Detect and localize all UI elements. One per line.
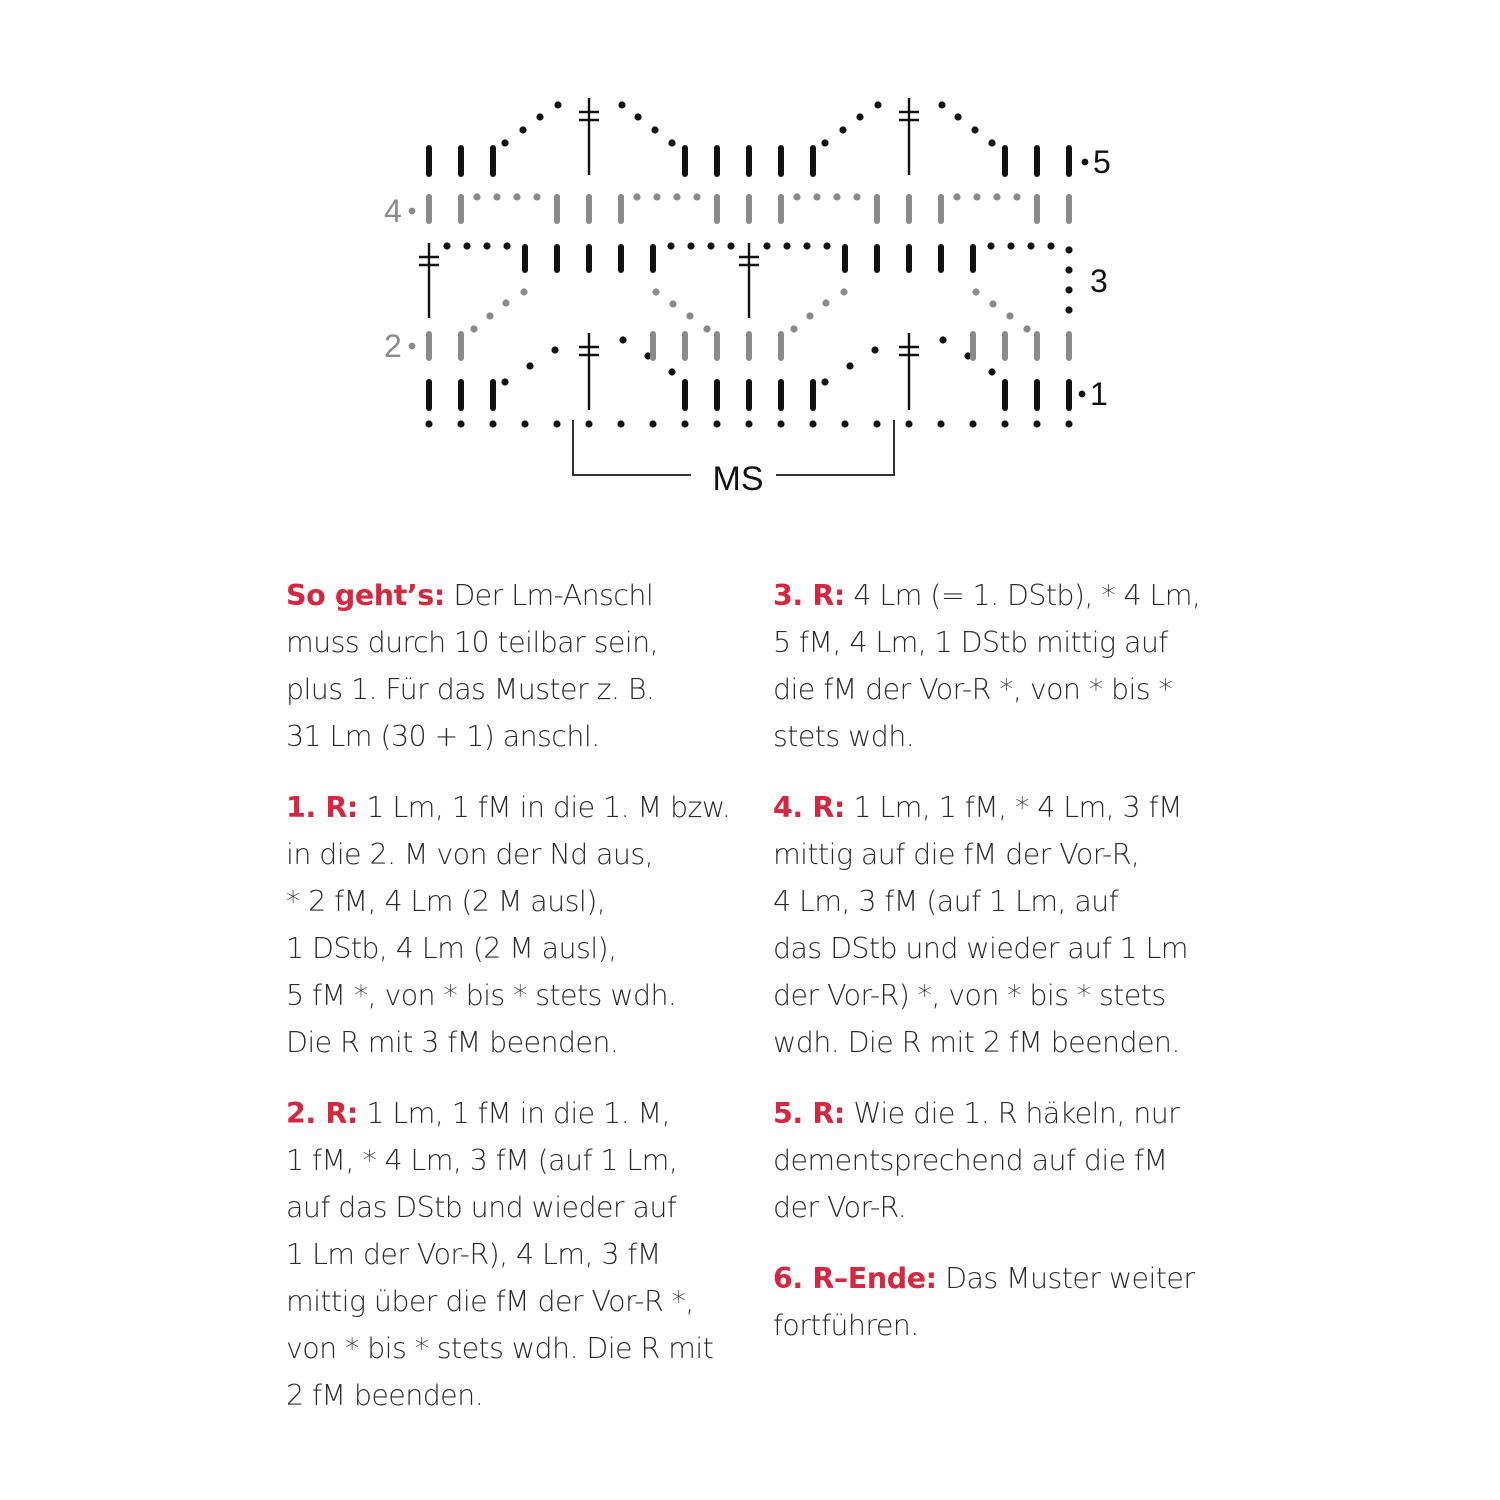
- chain-stitch-icon: [871, 346, 878, 353]
- instruction-text: 1 Lm, 1 fM in die 1. M bzw.: [366, 791, 731, 824]
- chain-stitch-icon: [813, 193, 820, 200]
- chain-stitch-icon: [489, 420, 496, 427]
- instruction-line: [286, 1184, 746, 1231]
- chain-stitch-icon: [809, 420, 816, 427]
- chain-stitch-icon: [483, 242, 490, 249]
- chain-stitch-icon: [822, 299, 829, 306]
- chain-stitch-icon: [513, 193, 520, 200]
- chain-stitch-icon: [938, 101, 945, 108]
- bracket-left-line: [573, 420, 691, 475]
- chain-stitch-icon: [501, 378, 508, 385]
- chain-stitch-icon: [972, 288, 979, 295]
- chain-stitch-icon: [463, 242, 470, 249]
- instruction-text: fortführen.: [773, 1309, 919, 1342]
- chain-stitch-icon: [939, 336, 946, 343]
- instruction-text: 31 Lm (30 + 1) anschl.: [286, 720, 600, 753]
- instruction-text: Das Muster weiter: [945, 1262, 1195, 1295]
- chain-stitch-icon: [821, 139, 828, 146]
- chain-stitch-icon: [937, 420, 944, 427]
- chain-stitch-icon: [987, 242, 994, 249]
- chain-stitch-icon: [713, 420, 720, 427]
- row-number-label: 4: [384, 193, 402, 229]
- chain-stitch-icon: [777, 420, 784, 427]
- row-number-label: 2: [384, 328, 402, 364]
- chain-stitch-icon: [493, 193, 500, 200]
- chain-stitch-icon: [841, 420, 848, 427]
- chain-stitch-icon: [823, 242, 830, 249]
- instruction-line: [286, 925, 746, 972]
- chain-stitch-icon: [1006, 312, 1013, 319]
- chain-stitch-icon: [856, 113, 863, 120]
- chain-stitch-icon: [969, 420, 976, 427]
- chain-stitch-icon: [1027, 242, 1034, 249]
- instruction-line: [286, 1137, 746, 1184]
- chain-stitch-icon: [425, 420, 432, 427]
- instruction-text: plus 1. Für das Muster z. B.: [286, 673, 655, 706]
- chain-stitch-icon: [971, 126, 978, 133]
- chain-stitch-icon: [693, 193, 700, 200]
- double-treble-icon: [579, 333, 599, 410]
- chain-stitch-icon: [989, 300, 996, 307]
- chain-stitch-icon: [457, 420, 464, 427]
- instruction-line: [286, 572, 746, 619]
- chain-stitch-icon: [954, 113, 961, 120]
- instruction-line: [773, 972, 1233, 1019]
- instruction-line: [773, 619, 1233, 666]
- chain-stitch-icon: [853, 193, 860, 200]
- chain-stitch-icon: [1065, 286, 1072, 293]
- row-number-label: 1: [1090, 376, 1108, 412]
- chain-stitch-icon: [1047, 242, 1054, 249]
- chain-stitch-icon: [617, 420, 624, 427]
- instruction-line: [773, 666, 1233, 713]
- chain-stitch-icon: [839, 126, 846, 133]
- instruction-text: von * bis * stets wdh. Die R mit: [286, 1332, 714, 1365]
- instruction-text: die fM der Vor-R *, von * bis *: [773, 673, 1173, 706]
- chain-stitch-icon: [673, 193, 680, 200]
- chain-stitch-icon: [840, 288, 847, 295]
- chain-stitch-icon: [668, 139, 675, 146]
- chain-stitch-icon: [1065, 246, 1072, 253]
- chain-stitch-icon: [521, 420, 528, 427]
- chain-stitch-icon: [1065, 420, 1072, 427]
- double-treble-icon: [899, 333, 919, 410]
- instruction-text: wdh. Die R mit 2 fM beenden.: [773, 1026, 1180, 1059]
- chain-stitch-icon: [619, 336, 626, 343]
- row-marker-dot: [1082, 159, 1089, 166]
- instruction-text: Wie die 1. R häkeln, nur: [853, 1097, 1180, 1130]
- chain-stitch-icon: [803, 242, 810, 249]
- instruction-text: 2 fM beenden.: [286, 1379, 484, 1412]
- instruction-line: [773, 784, 1233, 831]
- row-heading: So geht’s:: [286, 579, 445, 612]
- chain-stitch-icon: [554, 101, 561, 108]
- instruction-block: [286, 1090, 746, 1419]
- chain-stitch-icon: [821, 378, 828, 385]
- chain-stitch-icon: [503, 242, 510, 249]
- row-heading: 4. R:: [773, 791, 845, 824]
- chain-stitch-icon: [585, 420, 592, 427]
- instruction-text: muss durch 10 teilbar sein,: [286, 626, 659, 659]
- chart-row-3: [419, 242, 1073, 318]
- chain-stitch-icon: [707, 242, 714, 249]
- double-treble-icon: [739, 243, 759, 318]
- instruction-line: [286, 1019, 746, 1066]
- chart-row-5: [429, 98, 1069, 175]
- chain-stitch-icon: [686, 312, 693, 319]
- instruction-text: 4 Lm, 3 fM (auf 1 Lm, auf: [773, 885, 1119, 918]
- row-heading: 1. R:: [286, 791, 358, 824]
- chain-stitch-icon: [653, 193, 660, 200]
- row-heading: 2. R:: [286, 1097, 358, 1130]
- chain-stitch-icon: [470, 325, 477, 332]
- instruction-line: [773, 572, 1233, 619]
- row-heading: 5. R:: [773, 1097, 845, 1130]
- instruction-line: [773, 1090, 1233, 1137]
- chart-rows: [419, 98, 1073, 410]
- instruction-text: * 2 fM, 4 Lm (2 M ausl),: [286, 885, 606, 918]
- chain-stitch-icon: [793, 193, 800, 200]
- chain-stitch-icon: [833, 193, 840, 200]
- row-number-label: 5: [1093, 144, 1111, 180]
- chain-stitch-icon: [973, 193, 980, 200]
- chain-stitch-icon: [783, 242, 790, 249]
- instruction-line: [286, 1325, 746, 1372]
- instruction-line: [773, 1255, 1233, 1302]
- chain-stitch-icon: [553, 420, 560, 427]
- instruction-line: [286, 972, 746, 1019]
- instruction-text: Der Lm-Anschl: [453, 579, 654, 612]
- instruction-text: mittig auf die fM der Vor-R,: [773, 838, 1140, 871]
- instruction-line: [286, 1231, 746, 1278]
- double-treble-icon: [899, 98, 919, 175]
- pattern-repeat-bracket: [573, 420, 894, 498]
- instruction-text: der Vor-R.: [773, 1191, 907, 1224]
- instruction-line: [286, 713, 746, 760]
- chain-stitch-icon: [846, 362, 853, 369]
- chain-stitch-icon: [501, 139, 508, 146]
- chain-stitch-icon: [652, 288, 659, 295]
- chain-stitch-icon: [486, 312, 493, 319]
- instruction-line: [773, 878, 1233, 925]
- chain-stitch-icon: [502, 299, 509, 306]
- crochet-chart: [0, 0, 1500, 520]
- chain-stitch-icon: [681, 420, 688, 427]
- instruction-block: [773, 1090, 1233, 1231]
- instruction-text: auf das DStb und wieder auf: [286, 1191, 677, 1224]
- repeat-label: MS: [712, 460, 764, 498]
- instruction-block: [773, 784, 1233, 1066]
- row-number-label: 3: [1090, 263, 1108, 299]
- chain-stitch-icon: [874, 101, 881, 108]
- instruction-block: [773, 572, 1233, 760]
- chain-stitch-icon: [473, 193, 480, 200]
- chain-stitch-icon: [443, 242, 450, 249]
- instruction-text: 5 fM, 4 Lm, 1 DStb mittig auf: [773, 626, 1168, 659]
- instruction-text: Die R mit 3 fM beenden.: [286, 1026, 619, 1059]
- chain-stitch-icon: [703, 325, 710, 332]
- chain-stitch-icon: [988, 368, 995, 375]
- chain-stitch-icon: [651, 126, 658, 133]
- instruction-line: [286, 1090, 746, 1137]
- double-treble-icon: [419, 243, 439, 318]
- chain-stitch-icon: [551, 346, 558, 353]
- chain-stitch-icon: [953, 193, 960, 200]
- chain-stitch-icon: [905, 420, 912, 427]
- chain-stitch-icon: [1033, 420, 1040, 427]
- chain-stitch-icon: [1065, 306, 1072, 313]
- instruction-text: 4 Lm (= 1. DStb), * 4 Lm,: [853, 579, 1201, 612]
- instruction-line: [773, 925, 1233, 972]
- instruction-text: stets wdh.: [773, 720, 915, 753]
- chain-stitch-icon: [669, 300, 676, 307]
- instruction-block: [286, 572, 746, 760]
- instruction-block: [773, 1255, 1233, 1349]
- instruction-line: [286, 831, 746, 878]
- chain-stitch-icon: [667, 242, 674, 249]
- instruction-text: 1 Lm, 1 fM in die 1. M,: [366, 1097, 670, 1130]
- chain-stitch-icon: [520, 288, 527, 295]
- double-treble-icon: [579, 98, 599, 175]
- chain-stitch-icon: [519, 126, 526, 133]
- instruction-line: [286, 784, 746, 831]
- instruction-line: [773, 1302, 1233, 1349]
- row-marker-dot: [409, 208, 416, 215]
- instruction-line: [286, 878, 746, 925]
- instruction-text: 1 Lm der Vor-R), 4 Lm, 3 fM: [286, 1238, 661, 1271]
- chart-row-4: [429, 193, 1069, 221]
- chain-stitch-icon: [1001, 420, 1008, 427]
- row-heading: 6. R–Ende:: [773, 1262, 937, 1295]
- chain-stitch-icon: [763, 242, 770, 249]
- chain-stitch-icon: [618, 101, 625, 108]
- chain-stitch-icon: [526, 362, 533, 369]
- instruction-block: [286, 784, 746, 1066]
- instruction-text: das DStb und wieder auf 1 Lm: [773, 932, 1188, 965]
- chain-stitch-icon: [993, 193, 1000, 200]
- instruction-text: der Vor-R) *, von * bis * stets: [773, 979, 1166, 1012]
- foundation-chain: [425, 420, 1072, 427]
- instruction-text: 1 fM, * 4 Lm, 3 fM (auf 1 Lm,: [286, 1144, 678, 1177]
- row-heading: 3. R:: [773, 579, 845, 612]
- chain-stitch-icon: [649, 420, 656, 427]
- instruction-text: in die 2. M von der Nd aus,: [286, 838, 654, 871]
- bracket-right-line: [776, 420, 894, 475]
- instruction-line: [773, 1137, 1233, 1184]
- instruction-line: [773, 713, 1233, 760]
- chain-stitch-icon: [1065, 266, 1072, 273]
- instruction-line: [773, 831, 1233, 878]
- instruction-line: [286, 619, 746, 666]
- instructions-right-column: [773, 572, 1233, 1373]
- chain-stitch-icon: [727, 242, 734, 249]
- chain-stitch-icon: [634, 113, 641, 120]
- instruction-line: [286, 666, 746, 713]
- chain-stitch-icon: [687, 242, 694, 249]
- instruction-text: 1 Lm, 1 fM, * 4 Lm, 3 fM: [853, 791, 1182, 824]
- instruction-line: [286, 1278, 746, 1325]
- chain-stitch-icon: [1013, 193, 1020, 200]
- instruction-text: dementsprechend auf die fM: [773, 1144, 1168, 1177]
- chain-stitch-icon: [806, 312, 813, 319]
- chain-stitch-icon: [1007, 242, 1014, 249]
- row-marker-dot: [409, 343, 416, 350]
- instruction-text: 5 fM *, von * bis * stets wdh.: [286, 979, 677, 1012]
- chain-stitch-icon: [536, 113, 543, 120]
- chain-stitch-icon: [790, 325, 797, 332]
- instruction-line: [286, 1372, 746, 1419]
- instruction-line: [773, 1184, 1233, 1231]
- chain-stitch-icon: [873, 420, 880, 427]
- instruction-line: [773, 1019, 1233, 1066]
- chain-stitch-icon: [668, 368, 675, 375]
- instruction-text: mittig über die fM der Vor-R *,: [286, 1285, 694, 1318]
- row-labels: [384, 144, 1111, 412]
- row-marker-dot: [1079, 391, 1086, 398]
- chain-stitch-icon: [1023, 325, 1030, 332]
- chain-stitch-icon: [633, 193, 640, 200]
- chain-stitch-icon: [533, 193, 540, 200]
- chain-stitch-icon: [745, 420, 752, 427]
- instructions-left-column: [286, 572, 746, 1443]
- chain-stitch-icon: [988, 139, 995, 146]
- instruction-text: 1 DStb, 4 Lm (2 M ausl),: [286, 932, 617, 965]
